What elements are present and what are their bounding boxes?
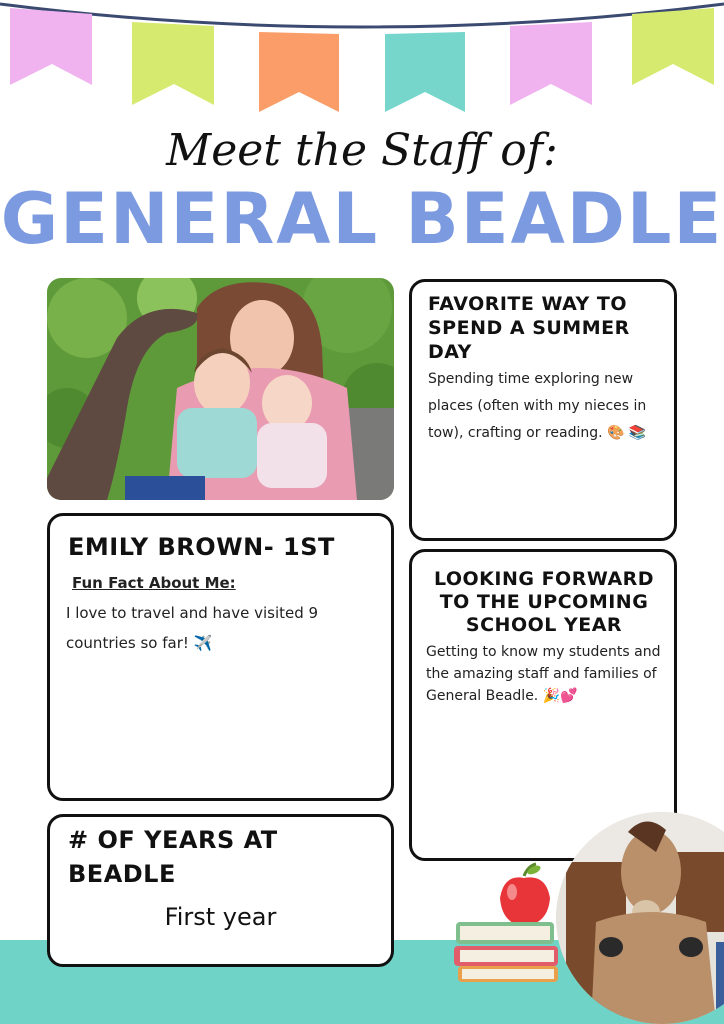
bunting-banner: [0, 0, 724, 120]
books-apple-icon: [452, 862, 564, 986]
years-value: First year: [164, 903, 277, 931]
summer-day-text: Spending time exploring new places (often with my nieces in tow), crafting or reading. 🎨 📚: [428, 371, 647, 441]
fun-fact-label: Fun Fact About Me:: [72, 574, 236, 592]
fun-fact-text: I love to travel and have visited 9 countries so far! ✈️: [66, 604, 319, 652]
bunting-flag: [632, 8, 714, 85]
bunting-flag: [132, 22, 214, 105]
looking-forward-title: LOOKING FORWARD TO THE UPCOMING SCHOOL YEAR: [433, 568, 655, 636]
bunting-flag: [510, 22, 592, 105]
bunting-flag: [385, 32, 465, 112]
summer-day-title: FAVORITE WAY TO SPEND A SUMMER DAY: [428, 293, 630, 363]
bunting-flag: [10, 8, 92, 85]
looking-forward-text: Getting to know my students and the amazing staff and families of General Beadle. 🎉💕: [426, 644, 661, 704]
years-title: # OF YEARS AT BEADLE: [68, 826, 278, 888]
staff-photo: [47, 278, 394, 500]
summer-day-card: [409, 279, 677, 541]
staff-name: EMILY BROWN- 1ST: [68, 533, 335, 561]
years-at-beadle-card: [47, 814, 394, 967]
staff-name-card: [47, 513, 394, 801]
script-title: Meet the Staff of:: [166, 125, 558, 176]
school-name-title: GENERAL BEADLE: [0, 178, 724, 260]
bunting-flag: [259, 32, 339, 112]
